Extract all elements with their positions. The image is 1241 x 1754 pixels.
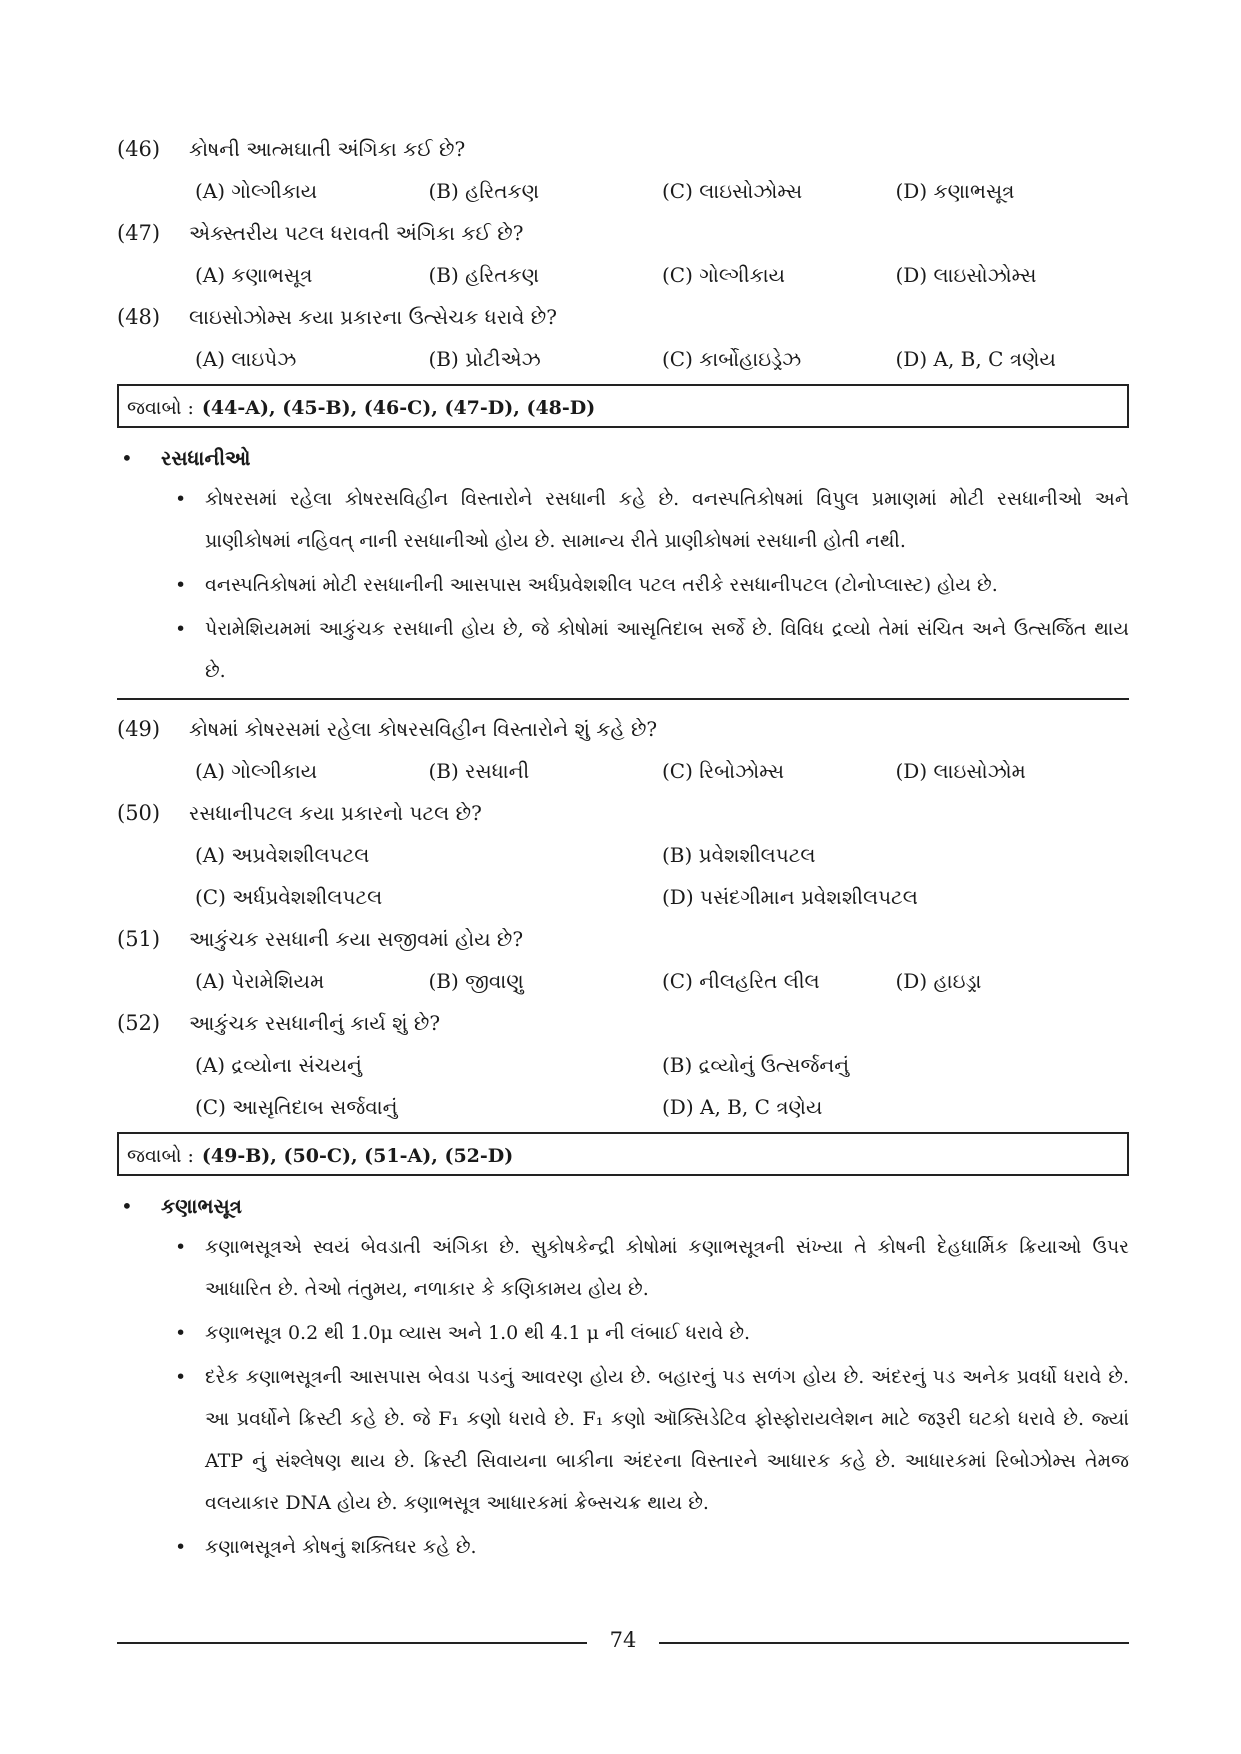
answer-box-1 xyxy=(117,384,1129,428)
section-1-bullets xyxy=(117,478,1129,692)
question-text: રસધાનીપટલ કયા પ્રકારનો પટલ છે? xyxy=(189,801,482,825)
bullet-text: દરેક કણાભસૂત્રની આસપાસ બેવડા પડનું આવરણ હોય છે. બહારનું પડ સળંગ હોય છે. અંદરનું પડ અનેક પ્રવર્ધો ધરાવે છે. આ પ્રવર્ધોને ક્રિસ્ટી કહે છે. જે F₁ કણો ધરાવે છે. F₁ કણો ઑક્સિડેટિવ ફોસ્ફોરાયલેશન માટે જરૂરી ઘટકો ધરાવે છે. જ્યાં ATP નું સંશ્લેષણ થાય છે. ક્રિસ્ટી સિવાયના બાકીના અંદરના વિસ્તારને આધારક કહે છે. આધારકમાં રિબોઝોમ્સ તેમજ વલયાકાર DNA હોય છે. કણાભસૂત્ર આધારકમાં ક્રેબ્સચક્ર થાય છે. xyxy=(205,1366,1129,1514)
section-title-rasdhanio xyxy=(117,438,1129,478)
bullet-icon: • xyxy=(175,618,187,640)
bullet-text: કણાભસૂત્ર 0.2 થી 1.0μ વ્યાસ અને 1.0 થી 4.1 μ ની લંબાઈ ધરાવે છે. xyxy=(205,1322,751,1344)
question-47 xyxy=(117,212,1129,254)
answer-values: (44-A), (45-B), (46-C), (47-D), (48-D) xyxy=(201,397,596,419)
option-b: (B) હરિતકણ xyxy=(428,179,540,203)
list-item xyxy=(175,608,1129,692)
option-c: (C) કાર્બોહાઇડ્રેઝ xyxy=(662,347,802,371)
option-c: (C) આસૃતિદાબ સર્જવાનું xyxy=(195,1095,398,1119)
question-number: (47) xyxy=(117,221,161,245)
list-item xyxy=(175,564,1129,606)
option-a: (A) લાઇપેઝ xyxy=(195,347,297,371)
question-number: (52) xyxy=(117,1011,161,1035)
bullet-icon: • xyxy=(121,1194,133,1218)
option-b: (B) હરિતકણ xyxy=(428,263,540,287)
option-b: (B) દ્રવ્યોનું ઉત્સર્જનનું xyxy=(662,1053,850,1077)
divider xyxy=(117,698,1129,700)
bullet-icon: • xyxy=(121,446,133,470)
option-d: (D) લાઇસોઝોમ્સ xyxy=(895,263,1037,287)
option-a: (A) કણાભસૂત્ર xyxy=(195,263,313,287)
question-number: (46) xyxy=(117,137,161,161)
bullet-text: કણાભસૂત્રને કોષનું શક્તિઘર કહે છે. xyxy=(205,1536,477,1558)
options-48 xyxy=(117,338,1129,380)
option-d: (D) A, B, C ત્રણેય xyxy=(662,1095,823,1119)
question-text: લાઇસોઝોમ્સ કયા પ્રકારના ઉત્સેચક ધરાવે છે? xyxy=(189,305,557,329)
list-item xyxy=(175,478,1129,562)
bullet-icon: • xyxy=(175,488,187,510)
bullet-text: પેરામેશિયમમાં આકુંચક રસધાની હોય છે, જે કોષોમાં આસૃતિદાબ સર્જે છે. વિવિધ દ્રવ્યો તેમાં સંચિત અને ઉત્સર્જિત થાય છે. xyxy=(205,618,1129,682)
answer-values: (49-B), (50-C), (51-A), (52-D) xyxy=(201,1145,514,1167)
section-title-kanabhsutra xyxy=(117,1186,1129,1226)
option-d: (D) A, B, C ત્રણેય xyxy=(895,347,1056,371)
section-title-text: રસધાનીઓ xyxy=(161,446,251,470)
page-number: 74 xyxy=(609,1628,637,1652)
option-c: (C) લાઇસોઝોમ્સ xyxy=(662,179,803,203)
list-item xyxy=(175,1526,1129,1568)
page-footer xyxy=(117,1628,1129,1658)
options-49 xyxy=(117,750,1129,792)
footer-line-right xyxy=(659,1642,1129,1644)
answer-label: જવાબો : xyxy=(127,397,194,419)
bullet-text: વનસ્પતિકોષમાં મોટી રસધાનીની આસપાસ અર્ધપ્રવેશશીલ પટલ તરીકે રસધાનીપટલ (ટોનોપ્લાસ્ટ) હોય છે. xyxy=(205,574,998,596)
option-b: (B) પ્રોટીએઝ xyxy=(428,347,541,371)
question-51 xyxy=(117,918,1129,960)
question-text: આકુંચક રસધાની કયા સજીવમાં હોય છે? xyxy=(189,927,524,951)
option-d: (D) લાઇસોઝોમ xyxy=(895,759,1026,783)
bullet-text: કોષરસમાં રહેલા કોષરસવિહીન વિસ્તારોને રસધાની કહે છે. વનસ્પતિકોષમાં વિપુલ પ્રમાણમાં મોટી રસધાનીઓ અને પ્રાણીકોષમાં નહિવત્ નાની રસધાનીઓ હોય છે. સામાન્ય રીતે પ્રાણીકોષમાં રસધાની હોતી નથી. xyxy=(205,488,1129,552)
option-b: (B) જીવાણુ xyxy=(428,969,524,993)
question-number: (49) xyxy=(117,717,161,741)
list-item xyxy=(175,1356,1129,1524)
question-49 xyxy=(117,708,1129,750)
option-b: (B) રસધાની xyxy=(428,759,530,783)
options-52-row-1 xyxy=(117,1044,1129,1086)
footer-line-left xyxy=(117,1642,587,1644)
question-number: (50) xyxy=(117,801,161,825)
option-c: (C) રિબોઝોમ્સ xyxy=(662,759,785,783)
options-50-row-2 xyxy=(117,876,1129,918)
bullet-icon: • xyxy=(175,1236,187,1258)
question-text: કોષની આત્મઘાતી અંગિકા કઈ છે? xyxy=(189,137,466,161)
question-number: (48) xyxy=(117,305,161,329)
options-51 xyxy=(117,960,1129,1002)
option-a: (A) પેરામેશિયમ xyxy=(195,969,325,993)
question-52 xyxy=(117,1002,1129,1044)
option-a: (A) અપ્રવેશશીલપટલ xyxy=(195,843,370,867)
section-title-text: કણાભસૂત્ર xyxy=(161,1194,242,1218)
question-46 xyxy=(117,128,1129,170)
option-a: (A) ગોલ્ગીકાય xyxy=(195,759,318,783)
question-50 xyxy=(117,792,1129,834)
option-a: (A) ગોલ્ગીકાય xyxy=(195,179,318,203)
options-52-row-2 xyxy=(117,1086,1129,1128)
option-d: (D) કણાભસૂત્ર xyxy=(895,179,1015,203)
options-50-row-1 xyxy=(117,834,1129,876)
list-item xyxy=(175,1226,1129,1310)
bullet-icon: • xyxy=(175,574,187,596)
bullet-icon: • xyxy=(175,1322,187,1344)
bullet-icon: • xyxy=(175,1366,187,1388)
option-c: (C) નીલહરિત લીલ xyxy=(662,969,820,993)
question-text: આકુંચક રસધાનીનું કાર્ય શું છે? xyxy=(189,1011,441,1035)
question-number: (51) xyxy=(117,927,161,951)
option-d: (D) હાઇડ્રા xyxy=(895,969,982,993)
question-text: એક્સ્તરીય પટલ ધરાવતી અંગિકા કઈ છે? xyxy=(189,221,524,245)
question-text: કોષમાં કોષરસમાં રહેલા કોષરસવિહીન વિસ્તારોને શું કહે છે? xyxy=(189,717,658,741)
option-d: (D) પસંદગીમાન પ્રવેશશીલપટલ xyxy=(662,885,918,909)
section-2-bullets xyxy=(117,1226,1129,1568)
answer-label: જવાબો : xyxy=(127,1145,194,1167)
option-b: (B) પ્રવેશશીલપટલ xyxy=(662,843,816,867)
option-c: (C) અર્ધપ્રવેશશીલપટલ xyxy=(195,885,383,909)
question-48 xyxy=(117,296,1129,338)
options-46 xyxy=(117,170,1129,212)
answer-box-2 xyxy=(117,1132,1129,1176)
bullet-icon: • xyxy=(175,1536,187,1558)
page-content xyxy=(117,128,1129,1570)
bullet-text: કણાભસૂત્રએ સ્વયં બેવડાતી અંગિકા છે. સુકોષકેન્દ્રી કોષોમાં કણાભસૂત્રની સંખ્યા તે કોષની દેહધાર્મિક ક્રિયાઓ ઉપર આધારિત છે. તેઓ તંતુમય, નળાકાર કે કણિકામય હોય છે. xyxy=(205,1236,1129,1300)
option-c: (C) ગોલ્ગીકાય xyxy=(662,263,785,287)
list-item xyxy=(175,1312,1129,1354)
options-47 xyxy=(117,254,1129,296)
option-a: (A) દ્રવ્યોના સંચયનું xyxy=(195,1053,362,1077)
